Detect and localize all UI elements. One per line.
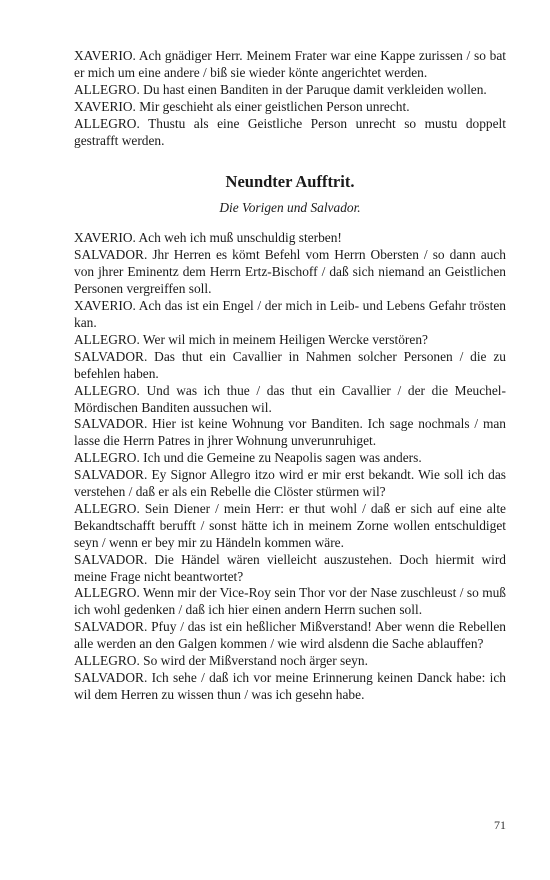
dialogue-line: ALLEGRO. Thustu als eine Geistliche Person unrecht so mustu doppelt gestrafft werden. bbox=[74, 115, 506, 148]
dialogue-line: SALVADOR. Hier ist keine Wohnung vor Banditen. Ich sage nochmals / man lasse die Herrn Patres in jhrer Wohnung unverunruhiget. bbox=[74, 416, 506, 449]
dialogue-block-before-scene bbox=[74, 48, 506, 149]
dialogue-line: SALVADOR. Ey Signor Allegro itzo wird er mir erst bekandt. Wie soll ich das verstehen / daß er als ein Rebelle die Clöster stürmen wil? bbox=[74, 467, 506, 500]
dialogue-line: SALVADOR. Ich sehe / daß ich vor meine Erinnerung keinen Danck habe: ich wil dem Herren zu wissen thun / was ich gesehn habe. bbox=[74, 670, 506, 702]
dialogue-block-after-scene bbox=[74, 230, 506, 703]
dialogue-line: SALVADOR. Jhr Herren es kömt Befehl vom Herrn Obersten / so dann auch von jhrer Eminentz dem Herrn Ertz-Bischoff / daß sich niemand an Geistlichen Personen vergreiffen soll. bbox=[74, 247, 506, 297]
dialogue-line: ALLEGRO. Sein Diener / mein Herr: er thut wohl / daß er sich auf eine alte Bekandtschafft berufft / sonst hätte ich in meinem Zorne wollen entschuldiget seyn / wenn er bey mir zu Händeln kommen wäre. bbox=[74, 500, 506, 550]
book-page bbox=[74, 48, 506, 704]
spacer bbox=[74, 149, 506, 171]
dialogue-line: ALLEGRO. Wenn mir der Vice-Roy sein Thor vor der Nase zuschleust / so muß ich wohl gedenken / daß ich hier einen andern Herrn suchen soll. bbox=[74, 585, 506, 618]
dialogue-line: XAVERIO. Ach weh ich muß unschuldig sterben! bbox=[74, 230, 342, 246]
dialogue-line: XAVERIO. Ach das ist ein Engel / der mich in Leib- und Lebens Gefahr trösten kan. bbox=[74, 298, 506, 330]
dialogue-line: SALVADOR. Das thut ein Cavallier in Nahmen solcher Personen / die zu befehlen haben. bbox=[74, 348, 506, 381]
dialogue-line: ALLEGRO. Ich und die Gemeine zu Neapolis sagen was anders. bbox=[74, 450, 422, 466]
dialogue-line: ALLEGRO. So wird der Mißverstand noch ärger seyn. bbox=[74, 653, 368, 669]
page-number: 71 bbox=[494, 818, 506, 832]
scene-heading: Neundter Aufftrit. bbox=[225, 172, 355, 192]
dialogue-line: SALVADOR. Pfuy / das ist ein heßlicher Mißverstand! Aber wenn die Rebellen alle werden an den Galgen kommen / wie wird alsdenn die Sache ablauffen? bbox=[74, 619, 506, 652]
dialogue-line: ALLEGRO. Du hast einen Banditen in der Paruque damit verkleiden wollen. bbox=[74, 81, 487, 97]
dialogue-line: SALVADOR. Die Händel wären vielleicht auszustehen. Doch hiermit wird meine Frage nicht beantwortet? bbox=[74, 551, 506, 584]
dialogue-line: ALLEGRO. Wer wil mich in meinem Heiligen Wercke verstören? bbox=[74, 331, 428, 347]
scene-cast: Die Vorigen und Salvador. bbox=[219, 200, 361, 216]
dialogue-line: ALLEGRO. Und was ich thue / das thut ein Cavallier / der die Meuchel-Mördischen Banditen aussuchen wil. bbox=[74, 382, 506, 415]
dialogue-line: XAVERIO. Ach gnädiger Herr. Meinem Frater war eine Kappe zurissen / so bat er mich um eine andere / biß sie wieder könte angerichtet werden. bbox=[74, 48, 506, 80]
dialogue-line: XAVERIO. Mir geschieht als einer geistlichen Person unrecht. bbox=[74, 98, 410, 114]
spacer bbox=[74, 216, 506, 230]
